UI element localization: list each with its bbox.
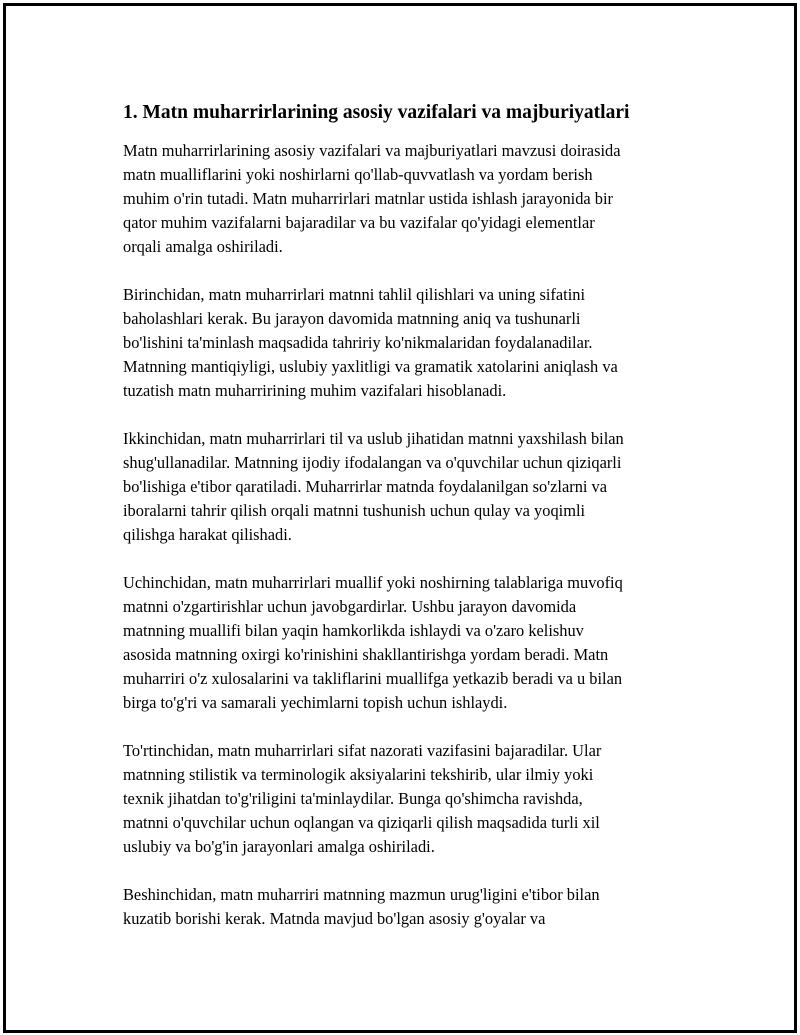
paragraph-fifth-point: Beshinchidan, matn muharriri matnning mazmun urug'ligini e'tibor bilan kuzatib borishi kerak. Matnda mavjud bo'lgan asosiy g'oyalar va: [123, 885, 600, 928]
paragraph-third-point: Uchinchidan, matn muharrirlari muallif yoki noshirning talablariga muvofiq matnni o'zgartirishlar uchun javobgardirlar. Ushbu jarayon davomida matnning muallifi bilan yaqin hamkorlikda ishlaydi va o'zaro kelishuv asosida matnning oxirgi ko'rinishini shakllantirishga yordam beradi. Matn muharriri o'z xulosalarini va takliflarini muallifga yetkazib beradi va u bilan birga to'g'ri va samarali yechimlarni topish uchun ishlaydi.: [123, 573, 623, 712]
section-heading: 1. Matn muharrirlarining asosiy vazifalari va majburiyatlari: [123, 102, 630, 123]
paragraph-first-point: Birinchidan, matn muharrirlari matnni tahlil qilishlari va uning sifatini baholashlari kerak. Bu jarayon davomida matnning aniq va tushunarli bo'lishini ta'minlash maqsadida tahririy ko'nikmalaridan foydalanadilar. Matnning mantiqiyligi, uslubiy yaxlitligi va gramatik xatolarini aniqlash va tuzatish matn muharririning muhim vazifalari hisoblanadi.: [123, 285, 618, 400]
document-body: [123, 101, 693, 955]
paragraph-fourth-point: To'rtinchidan, matn muharrirlari sifat nazorati vazifasini bajaradilar. Ular matnning stilistik va terminologik aksiyalarini tekshirib, ular ilmiy yoki texnik jihatdan to'g'riligini ta'minlaydilar. Bunga qo'shimcha ravishda, matnni o'quvchilar uchun oqlangan va qiziqarli qilish maqsadida turli xil uslubiy va bo'g'in jarayonlari amalga oshiriladi.: [123, 741, 602, 856]
paragraph-intro: Matn muharrirlarining asosiy vazifalari va majburiyatlari mavzusi doirasida matn mualliflarini yoki noshirlarni qo'llab-quvvatlash va yordam berish muhim o'rin tutadi. Matn muharrirlari matnlar ustida ishlash jarayonida bir qator muhim vazifalarni bajaradilar va bu vazifalar qo'yidagi elementlar orqali amalga oshiriladi.: [123, 141, 621, 256]
paragraph-second-point: Ikkinchidan, matn muharrirlari til va uslub jihatidan matnni yaxshilash bilan shug'ullanadilar. Matnning ijodiy ifodalangan va o'quvchilar uchun qiziqarli bo'lishiga e'tibor qaratiladi. Muharrirlar matnda foydalanilgan so'zlarni va iboralarni tahrir qilish orqali matnni tushunish uchun qulay va yoqimli qilishga harakat qilishadi.: [123, 429, 624, 544]
page-frame: [3, 3, 797, 1033]
